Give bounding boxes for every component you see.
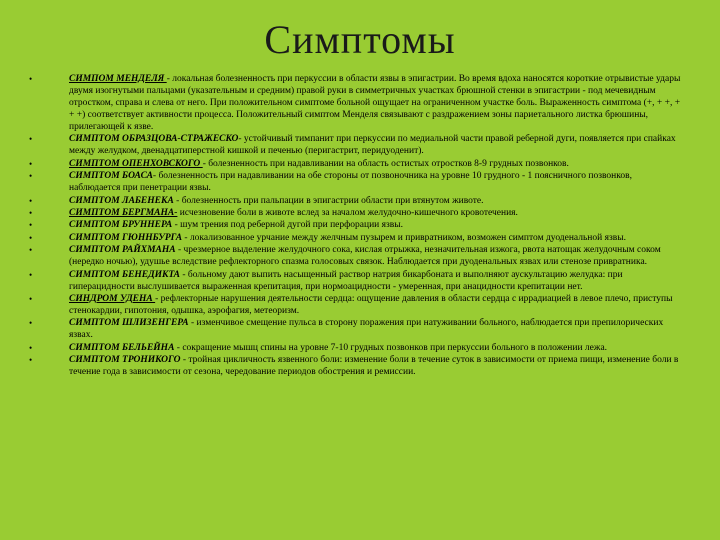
list-item	[24, 232, 684, 244]
list-item	[24, 317, 684, 341]
item-term: СИМПТОМ БОАСА	[69, 171, 153, 182]
item-text: - болезненность при пальпации в эпигастрии области при втянутом животе.	[176, 195, 484, 206]
bullet-icon: •	[29, 232, 33, 243]
item-term: СИМПТОМ ШЛИЗЕНГЕРА	[69, 318, 191, 329]
bullet-icon: •	[29, 220, 33, 231]
item-term: СИМПОМ МЕНДЕЛЯ	[69, 74, 167, 84]
bullet-icon: •	[29, 342, 33, 353]
list-item	[24, 73, 684, 133]
item-text: - болезненность при надавливании на область остистых отростков 8-9 грудных позвонков.	[202, 158, 569, 169]
bullet-icon: •	[29, 293, 33, 304]
list-item	[24, 342, 684, 354]
item-text: - шум трения под реберной дугой при перфорации язвы.	[174, 220, 404, 231]
item-text: - сокращение мышц спины на уровне 7-10 грудных позвонков при перкуссии больного в положении лежа.	[176, 342, 608, 353]
bullet-icon: •	[29, 195, 33, 206]
bullet-icon: •	[29, 171, 33, 182]
bullet-icon: •	[29, 207, 33, 218]
bullet-icon: •	[29, 158, 33, 169]
symptom-list	[24, 73, 684, 378]
item-term: СИМПТОМ ОБРАЗЦОВА-СТРАЖЕСКО	[69, 134, 239, 145]
list-item	[24, 207, 684, 219]
list-item	[24, 293, 684, 317]
item-term: СИМПТОМ ОПЕНХОВСКОГО	[69, 158, 203, 169]
bullet-icon: •	[29, 74, 33, 84]
item-text: - локальная болезненность при перкуссии в области язвы в эпигастрии. Во время вдоха наносятся короткие отрывистые удары двумя изогнутыми пальцами (указательным и средним) правой руки в симметричных участках брюшной стенки в эпигастрии - под мечевидным отростком, справа и слева от него. При положительном симптоме больной ощущает на ограниченном участке боль. Выраженность симптома (+, + +, + + +) соответствует активности процесса. Положительный симптом Менделя связывают с раздражением зоны париетального листка брюшины, прилегающей к язве.	[69, 74, 681, 132]
item-term: СИМПТОМ РАЙХМАНА	[69, 245, 178, 256]
item-term: СИМПТОМ ГЮННБУРГА	[69, 232, 185, 243]
list-item	[24, 219, 684, 231]
item-text: - чрезмерное выделение желудочного сока, кислая отрыжка, незначительная изжога, рвота натощак желудочным соком (нередко ночью), удушье вследствие рефлекторного спазма голосовых связок. Наблюдается при дуоденальных язвах или стенозе привратника.	[69, 245, 661, 268]
bullet-icon: •	[29, 269, 33, 280]
item-term: СИМПТОМ БЕЛЬЕЙНА	[69, 342, 177, 353]
item-text: - тройная цикличность язвенного боли: изменение боли в течение суток в зависимости от приема пищи, изменение боли в течение года в зависимости от сезона, чередование периодов обострения и ремиссии.	[69, 355, 679, 378]
item-text: - устойчивый тимпанит при перкуссии по медиальной части правой реберной дуги, появляется при спайках между желудком, двенадцатиперстной кишкой и печенью (перигастрит, перидуоденит).	[69, 134, 676, 157]
item-term: СИМПТОМ БРУННЕРА	[69, 220, 175, 231]
list-item	[24, 354, 684, 378]
bullet-icon: •	[29, 355, 33, 366]
list-item	[24, 269, 684, 293]
item-term: СИМПТОМ БЕНЕДИКТА	[69, 269, 183, 280]
item-text: - локализованное урчание между желчным пузырем и привратником, возможен симптом дуоденальной язвы.	[184, 232, 626, 243]
item-text: - болезненность при надавливании на обе стороны от позвоночника на уровне 10 грудного - 1 поясничного позвонков, наблюдается при пенетрации язвы.	[69, 171, 632, 194]
slide-title: Симптомы	[264, 17, 456, 62]
item-text: исчезновение боли в животе вслед за началом желудочно-кишечного кровотечения.	[177, 207, 518, 218]
item-text: - изменчивое смещение пульса в сторону поражения при натуживании больного, наблюдается при препилорических язвах.	[69, 318, 664, 341]
item-term: СИМПТОМ БЕРГМАНА-	[69, 207, 178, 218]
list-item	[24, 158, 684, 170]
item-text: - рефлекторные нарушения деятельности сердца: ощущение давления в области сердца с иррадиацией в левое плечо, приступы стенокардии, гипотония, одышка, аэрофагия, метеоризм.	[69, 293, 673, 316]
list-item	[24, 195, 684, 207]
item-term: СИМПТОМ ТРОНИКОГО	[69, 355, 183, 366]
list-item	[24, 133, 684, 157]
bullet-icon: •	[29, 134, 33, 145]
item-term: СИНДРОМ УДЕНА	[69, 293, 156, 304]
list-item	[24, 170, 684, 194]
bullet-icon: •	[29, 318, 33, 329]
list-item	[24, 244, 684, 268]
bullet-icon: •	[29, 245, 33, 256]
item-term: СИМПТОМ ЛАБЕНЕКА	[69, 195, 177, 206]
item-text: - больному дают выпить насыщенный раствор натрия бикарбоната и выполняют аускультацию желудка: при гиперацидности выслушивается выраженная крепитация, при нормоацидности - умеренная, при анацидности крепитации нет.	[69, 269, 623, 292]
